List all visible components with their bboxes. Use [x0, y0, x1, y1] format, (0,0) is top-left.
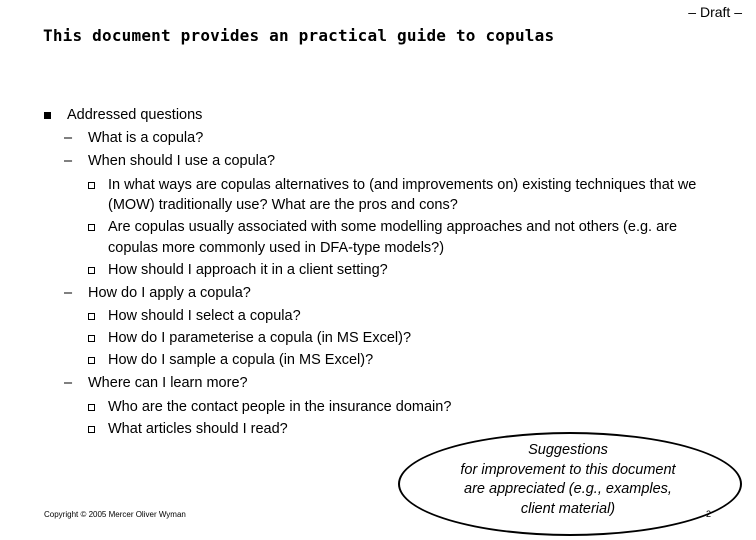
list-item [0, 150, 756, 173]
question-text: Where can I learn more? [88, 375, 248, 391]
copyright-footer: Copyright © 2005 Mercer Oliver Wyman [44, 510, 186, 519]
callout-line: client material) [520, 500, 616, 517]
subquestion-text: How should I select a copula? [108, 308, 301, 324]
outline-list [0, 104, 756, 441]
page-title: This document provides an practical guide to copulas [43, 26, 555, 45]
list-item [0, 260, 756, 281]
subquestion-text: Who are the contact people in the insurance domain? [108, 398, 452, 415]
dash-bullet-icon: – [64, 130, 73, 146]
dash-bullet-icon: – [64, 284, 73, 301]
list-item [0, 328, 756, 349]
hollow-square-bullet-icon [88, 182, 95, 189]
dash-bullet-icon: – [64, 375, 73, 391]
list-item [0, 175, 756, 216]
draft-label: – Draft – [688, 4, 742, 20]
list-item [0, 306, 756, 327]
dash-bullet-icon: – [64, 153, 73, 169]
subquestion-text: Are copulas usually associated with some modelling approaches and not others (e.g. are copulas more commonly used in DFA-type models?) [108, 219, 678, 256]
hollow-square-bullet-icon [88, 357, 95, 364]
subquestion-text: How should I approach it in a client setting? [108, 261, 388, 278]
subquestion-text: How do I sample a copula (in MS Excel)? [108, 352, 374, 368]
question-text: When should I use a copula? [88, 153, 276, 169]
hollow-square-bullet-icon [88, 335, 95, 342]
subquestion-text: How do I parameterise a copula (in MS Excel)? [108, 330, 412, 346]
hollow-square-bullet-icon [88, 224, 95, 231]
question-text: What is a copula? [88, 130, 204, 146]
list-item [0, 282, 756, 305]
page-number: 2 [706, 509, 712, 519]
list-item [0, 350, 756, 371]
list-item [0, 372, 756, 395]
subquestion-text: What articles should I read? [108, 420, 288, 437]
outline-heading: Addressed questions [67, 107, 203, 123]
question-text: How do I apply a copula? [88, 284, 251, 301]
square-bullet-icon [44, 112, 51, 119]
hollow-square-bullet-icon [88, 267, 95, 274]
callout-line: are appreciated (e.g., examples, [464, 481, 672, 497]
callout-text [398, 441, 738, 519]
hollow-square-bullet-icon [88, 313, 95, 320]
outline-heading-item [0, 104, 756, 127]
subquestion-text: In what ways are copulas alternatives to (and improvements on) existing techniques that we (MOW) traditionally use? What are the pros and cons? [108, 176, 697, 213]
list-item [0, 217, 756, 258]
callout-line: for improvement to this document [460, 461, 676, 478]
list-item [0, 397, 756, 418]
hollow-square-bullet-icon [88, 426, 95, 433]
callout-line: Suggestions [528, 442, 608, 458]
list-item [0, 127, 756, 150]
hollow-square-bullet-icon [88, 404, 95, 411]
